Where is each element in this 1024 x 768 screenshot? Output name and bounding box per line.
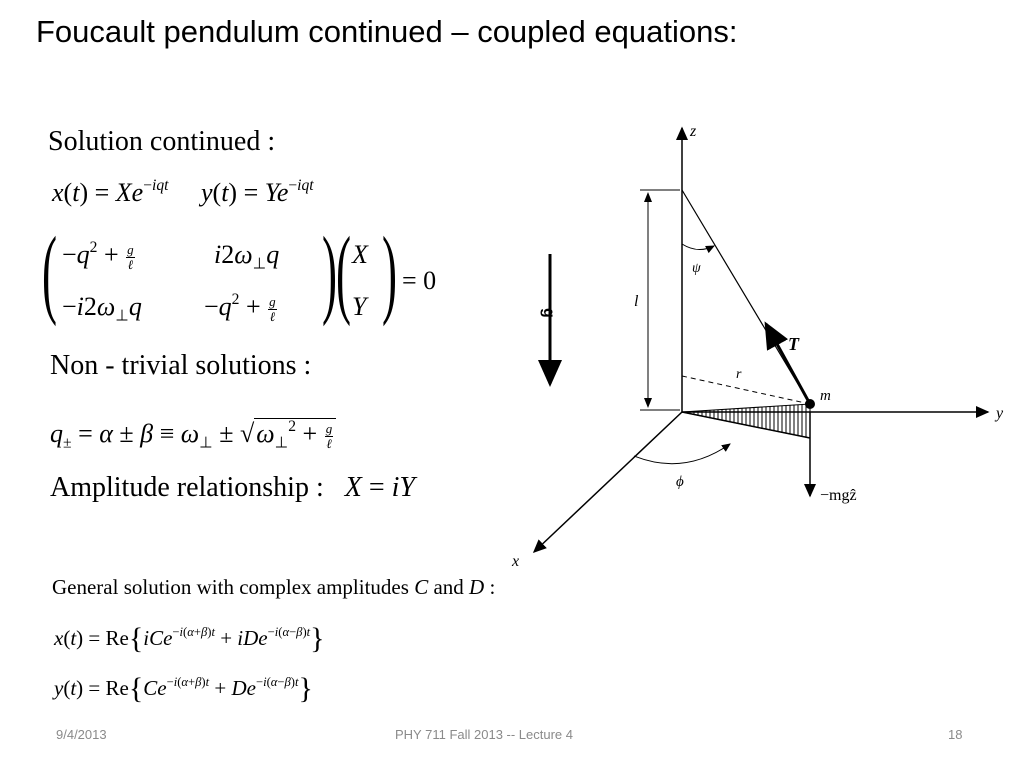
mass-label: m (820, 388, 831, 404)
length-label: l (634, 293, 639, 310)
eigenfrequency-equation: $q_\pm = \alpha \pm \beta \equiv \omega_\perp \pm √\omega_\perp^2$ + $\frac{g}{\text{ℓ}}$ (50, 418, 336, 451)
amplitude-relationship: Amplitude relationship : X = iY (50, 472, 416, 503)
z-axis-label: z (690, 123, 697, 140)
x-axis-label: x (512, 553, 520, 570)
trial-solution-equation: $x(t) = Xe^{-iqt}$ $y(t) = Ye^{-iqt}$ (52, 177, 314, 207)
phi-label: ϕ (676, 474, 684, 490)
nontrivial-label: Non - trivial solutions : (50, 350, 312, 381)
solution-continued-label: Solution continued : (48, 126, 276, 157)
weight-label: −mgẑ (820, 487, 857, 504)
y-general-solution: $y(t) = Re\{Ce^{-i(\alpha+\beta)t} + De^{-i(\alpha-\beta)t}\}$ (54, 672, 313, 705)
pendulum-diagram (504, 116, 1024, 576)
x-general-solution: x(t) = Re{iCe$^{-i(\alpha+\beta)t}$ + iDe$^{-i(\alpha-\beta)t}$} (54, 622, 325, 655)
slide-title: Foucault pendulum continued – coupled equations: (36, 14, 738, 49)
tension-label: T (788, 334, 799, 354)
footer-date: 9/4/2013 (56, 727, 107, 742)
gravity-label: g (540, 308, 557, 318)
pendulum-mass (805, 399, 815, 409)
footer-page-number: 18 (948, 727, 963, 742)
general-solution-label: General solution with complex amplitudes C and D : (52, 575, 496, 599)
y-axis-label: y (996, 405, 1004, 422)
shaded-projection (682, 404, 810, 438)
x-axis (534, 412, 682, 552)
psi-label: ψ (692, 261, 701, 276)
footer-course: PHY 711 Fall 2013 -- Lecture 4 (395, 727, 574, 742)
radius-label: r (736, 367, 742, 382)
